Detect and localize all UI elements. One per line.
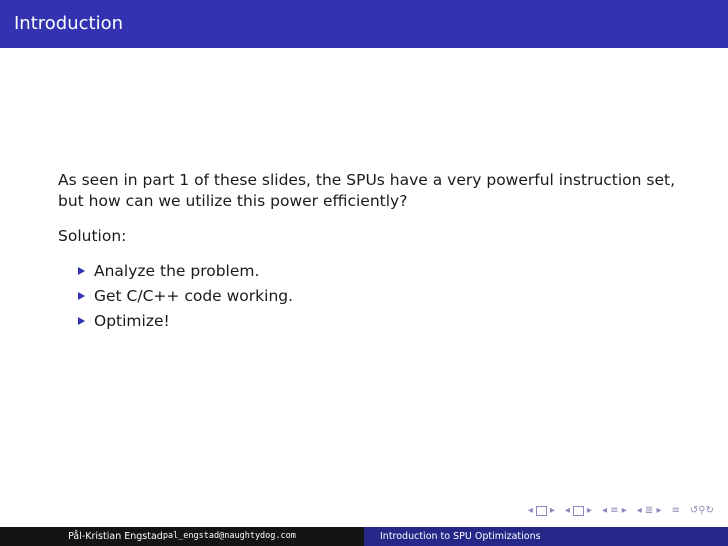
frame-nav-icon[interactable]: ◂ ▸	[564, 505, 592, 516]
bullet-triangle-icon	[78, 317, 85, 325]
search-icon[interactable]: ↺⚲↻	[689, 505, 714, 516]
list-item	[78, 261, 698, 281]
author-email: pal_engstad@naughtydog.com	[162, 531, 296, 541]
subsection-nav-icon[interactable]: ◂ ≡ ▸	[601, 505, 627, 516]
footer-title-block	[364, 527, 728, 546]
navigation-symbols	[528, 505, 714, 516]
author-name: Pål-Kristian Engstad	[68, 531, 163, 542]
intro-paragraph: As seen in part 1 of these slides, the SPUs have a very powerful instruction set, but how can we utilize this power efficiently?	[58, 171, 676, 210]
frame-title-bar	[0, 0, 728, 48]
bullet-triangle-icon	[78, 267, 85, 275]
footer-bar	[0, 527, 728, 546]
frame-title: Introduction	[14, 13, 124, 34]
solution-label: Solution:	[58, 227, 127, 245]
bullet-triangle-icon	[78, 292, 85, 300]
slide-body	[58, 170, 698, 336]
slide-nav-icon[interactable]: ◂ ▸	[527, 505, 555, 516]
list-item	[78, 286, 698, 306]
list-item	[78, 311, 698, 331]
footer-author-block	[0, 527, 364, 546]
presentation-title: Introduction to SPU Optimizations	[380, 531, 541, 542]
list-item-text: Analyze the problem.	[94, 262, 260, 280]
align-icon[interactable]: ≡	[671, 505, 680, 516]
list-item-text: Get C/C++ code working.	[94, 287, 294, 305]
section-nav-icon[interactable]: ◂ ≣ ▸	[636, 505, 662, 516]
solution-list	[58, 261, 698, 331]
list-item-text: Optimize!	[94, 312, 170, 330]
